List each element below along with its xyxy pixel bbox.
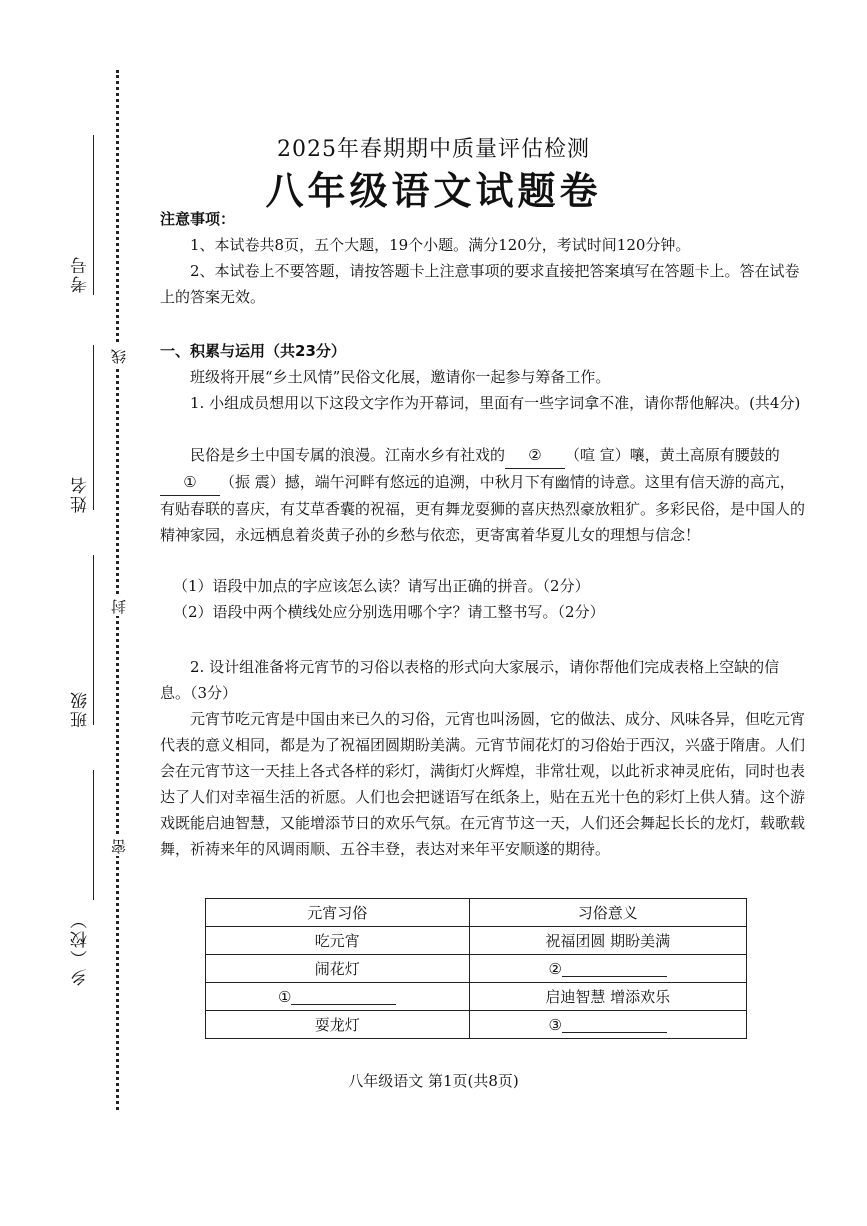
name-label: 姓名	[71, 475, 91, 513]
table-cell: 耍龙灯	[206, 1011, 470, 1039]
answer-blank[interactable]	[291, 990, 396, 1005]
table-blank-cell: ①	[206, 983, 470, 1011]
table-header-meaning: 习俗意义	[469, 899, 746, 927]
table-row	[206, 1011, 747, 1039]
table-cell: 吃元宵	[206, 927, 470, 955]
exam-subtitle: 2025年春期期中质量评估检测	[277, 137, 590, 162]
class-label: 班级	[71, 690, 91, 728]
name-field[interactable]	[93, 345, 94, 510]
q1-passage	[160, 442, 805, 548]
answer-blank[interactable]	[562, 962, 667, 977]
exam-no-label: 考号	[71, 255, 91, 293]
page-footer: 八年级语文 第1页(共8页)	[348, 1072, 519, 1090]
q1-blank-1: ①	[160, 469, 220, 496]
notes-heading: 注意事项：	[160, 210, 236, 228]
table-cell: 祝福团圆 期盼美满	[469, 927, 746, 955]
table-row	[206, 955, 747, 983]
table-blank-cell: ②	[469, 955, 746, 983]
line-mark: 线	[110, 347, 128, 364]
q1-blank-2: ②	[505, 442, 565, 469]
q1-passage-part-a: 民俗是乡土中国专属的浪漫。江南水乡有社戏的	[190, 446, 506, 464]
table-blank-cell: ③	[469, 1011, 746, 1039]
q1-passage-part-b: （喧 宣）嚷，黄土高原有腰鼓的	[565, 446, 780, 464]
custom-table	[205, 898, 747, 1039]
school-label: 乡（校）	[71, 910, 91, 986]
table-header-row	[206, 899, 747, 927]
school-field[interactable]	[93, 770, 94, 900]
table-cell: 闹花灯	[206, 955, 470, 983]
q1-stem: 1. 小组成员想用以下这段文字作为开幕词，里面有一些字词拿不准，请你帮他解决。(共4分)	[190, 394, 801, 412]
section-1-intro: 班级将开展“乡土风情”民俗文化展，邀请你一起参与筹备工作。	[190, 368, 611, 386]
q1-passage-part-c: （振 震）撼，端午河畔有悠远的追溯，中秋月下有幽情的诗意。这里有信天游的高亢，有贴春联的喜庆，有艾草香囊的祝福，更有舞龙耍狮的喜庆热烈豪放粗犷。多彩民俗，是中国人的精神家园，永远栖息着炎黄子孙的乡愁与依恋，更寄寓着华夏儿女的理想与信念！	[160, 473, 806, 544]
table-cell: 启迪智慧 增添欢乐	[469, 983, 746, 1011]
q1-sub-2: （2）语段中两个横线处应分别选用哪个字？请工整书写。（2分）	[173, 603, 605, 621]
answer-blank[interactable]	[562, 1018, 667, 1033]
notes-item-1: 1、本试卷共8页，五个大题，19个小题。满分120分，考试时间120分钟。	[190, 236, 691, 254]
table-header-custom: 元宵习俗	[206, 899, 470, 927]
q2-passage: 元宵节吃元宵是中国由来已久的习俗，元宵也叫汤圆，它的做法、成分、风味各异，但吃元宵代表的意义相同，都是为了祝福团圆期盼美满。元宵节闹花灯的习俗始于西汉，兴盛于隋唐。人们会在元宵节这一天挂上各式各样的彩灯，满街灯火辉煌，非常壮观，以此祈求神灵庇佑，同时也表达了人们对幸福生活的祈愿。人们也会把谜语写在纸条上，贴在五光十色的彩灯上供人猜。这个游戏既能启迪智慧，又能增添节日的欢乐气氛。在元宵节这一天，人们还会舞起长长的龙灯，载歌载舞，祈祷来年的风调雨顺、五谷丰登，表达对来年平安顺遂的期待。	[160, 710, 806, 858]
section-1-heading: 一、积累与运用（共23分）	[160, 342, 346, 360]
q1-sub-1: （1）语段中加点的字应该怎么读？请写出正确的拼音。（2分）	[173, 577, 590, 595]
binding-dotted-line	[116, 70, 119, 1110]
seal-mark: 封	[110, 597, 128, 614]
notes-item-2: 2、本试卷上不要答题，请按答题卡上注意事项的要求直接把答案填写在答题卡上。答在试卷上的答案无效。	[160, 262, 800, 306]
table-row	[206, 927, 747, 955]
close-mark: 密	[110, 837, 128, 854]
q2-stem: 2. 设计组准备将元宵节的习俗以表格的形式向大家展示，请你帮他们完成表格上空缺的信息。（3分）	[160, 658, 780, 702]
exam-title: 八年级语文试题卷	[265, 169, 602, 213]
class-field[interactable]	[93, 555, 94, 725]
table-row	[206, 983, 747, 1011]
